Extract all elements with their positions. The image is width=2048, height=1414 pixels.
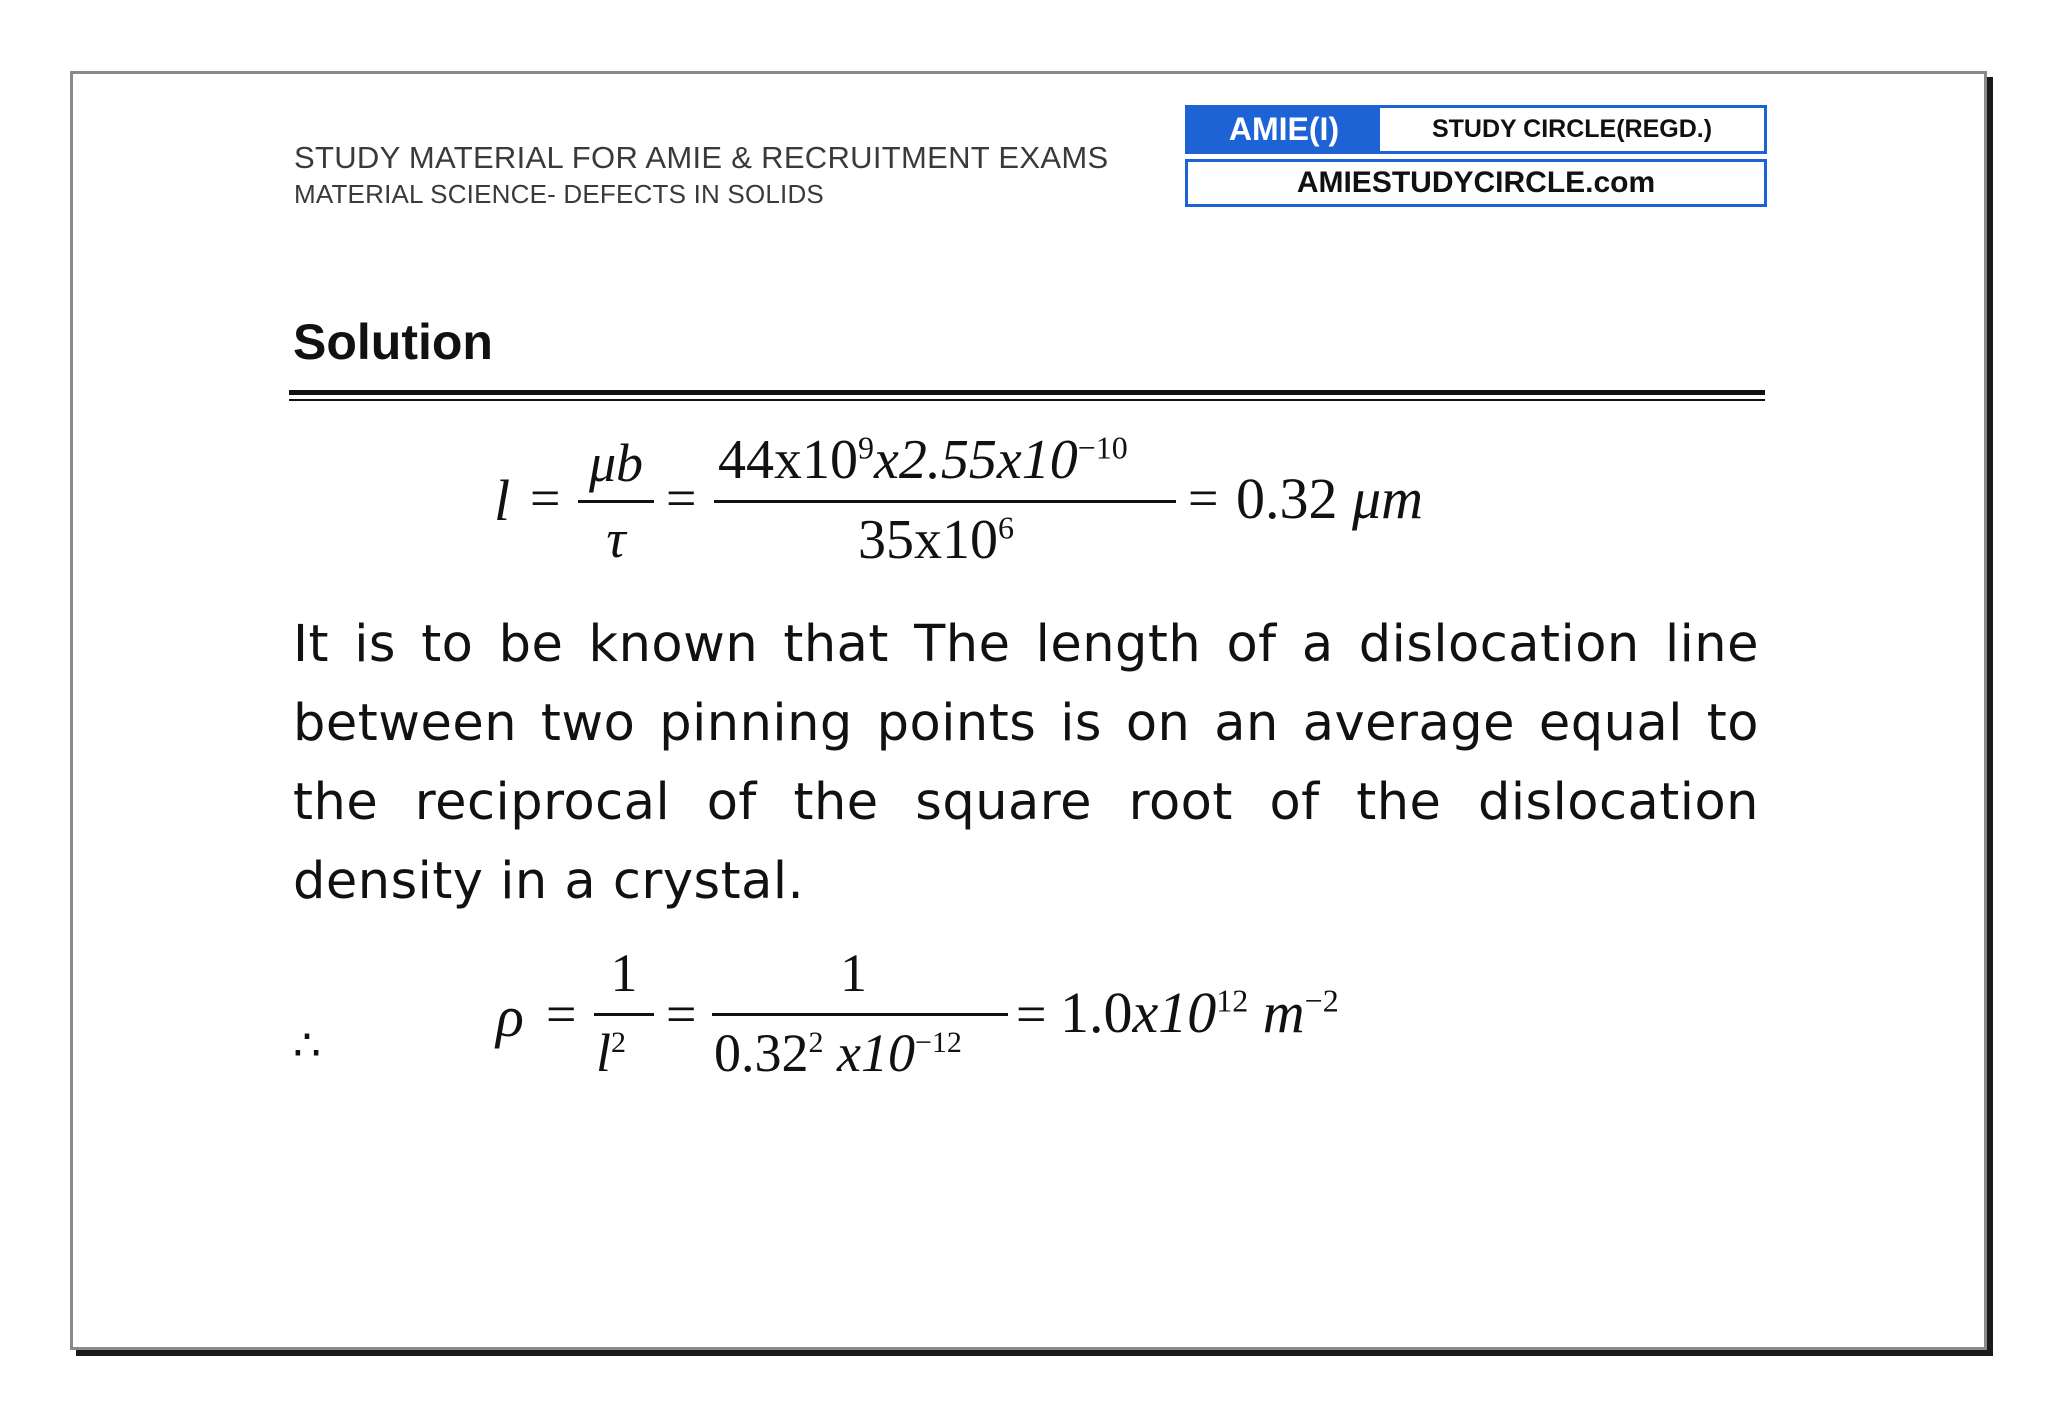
eq2-result-value: 1.0 (1060, 980, 1133, 1045)
eq2-equals-3: = (1016, 984, 1047, 1044)
eq1-denominator-1: τ (606, 509, 626, 569)
eq1-num-a: 44x10 (718, 429, 858, 491)
heading-rule-thick (289, 390, 1765, 395)
eq1-denominator-2 (858, 508, 1014, 572)
eq1-result (1236, 465, 1423, 532)
eq1-result-unit: μm (1352, 466, 1423, 531)
eq2-unit-exp: −2 (1304, 982, 1339, 1019)
eq1-result-value: 0.32 (1236, 466, 1338, 531)
eq1-den: 35x10 (858, 509, 998, 571)
eq1-num-a-exp: 9 (858, 429, 874, 466)
eq2-result (1060, 979, 1339, 1046)
eq1-den-exp: 6 (998, 509, 1014, 546)
header-subtitle: MATERIAL SCIENCE- DEFECTS IN SOLIDS (294, 179, 824, 209)
eq2-numerator-2: 1 (840, 943, 867, 1003)
eq1-equals-2: = (666, 468, 697, 528)
brand-badge (1185, 105, 1767, 207)
eq2-equals-1: = (546, 984, 577, 1044)
eq2-result-exp: 12 (1216, 982, 1249, 1019)
badge-top-row (1185, 105, 1767, 154)
section-heading: Solution (293, 314, 493, 370)
eq1-lhs: l (494, 468, 511, 533)
eq2-denominator-2 (714, 1022, 962, 1084)
header-title: STUDY MATERIAL FOR AMIE & RECRUITMENT EXAMS (294, 140, 1109, 175)
eq2-numerator-1: 1 (610, 943, 638, 1003)
eq2-den2-b: x10 (837, 1023, 915, 1083)
explanation-paragraph: It is to be known that The length of a dislocation line between two pinning points is on an average equal to the reciprocal of the square root of the dislocation density in a crystal. (293, 615, 1759, 911)
eq1-fraction-bar-1 (578, 500, 654, 503)
eq2-lhs: ρ (496, 984, 524, 1049)
eq1-fraction-bar-2 (714, 500, 1176, 503)
eq2-den2-b-exp: −12 (914, 1026, 962, 1059)
eq2-equals-2: = (666, 984, 697, 1044)
eq2-fraction-bar-1 (594, 1013, 654, 1016)
eq2-fraction-bar-2 (712, 1013, 1008, 1016)
eq1-num-b-exp: −10 (1077, 429, 1128, 466)
eq2-den1: l (596, 1023, 612, 1083)
eq1-equals-1: = (530, 468, 561, 528)
therefore-symbol: ∴ (293, 1020, 321, 1071)
eq1-numerator-2 (718, 428, 1128, 492)
badge-amie-label: AMIE(I) (1188, 108, 1380, 151)
badge-study-circle-label: STUDY CIRCLE(REGD.) (1380, 108, 1764, 151)
eq1-equals-3: = (1188, 468, 1219, 528)
eq2-den2-a: 0.32 (714, 1023, 809, 1083)
eq2-unit: m (1262, 980, 1305, 1045)
eq2-den2-a-exp: 2 (808, 1026, 824, 1059)
badge-website: AMIESTUDYCIRCLE.com (1185, 159, 1767, 207)
heading-rule-thin (289, 399, 1765, 401)
eq2-denominator-1 (596, 1022, 626, 1084)
eq2-den1-exp: 2 (611, 1026, 627, 1059)
eq1-numerator-1: μb (588, 433, 644, 493)
eq1-num-b: x2.55x10 (874, 429, 1078, 491)
eq2-result-x: x10 (1132, 980, 1217, 1045)
